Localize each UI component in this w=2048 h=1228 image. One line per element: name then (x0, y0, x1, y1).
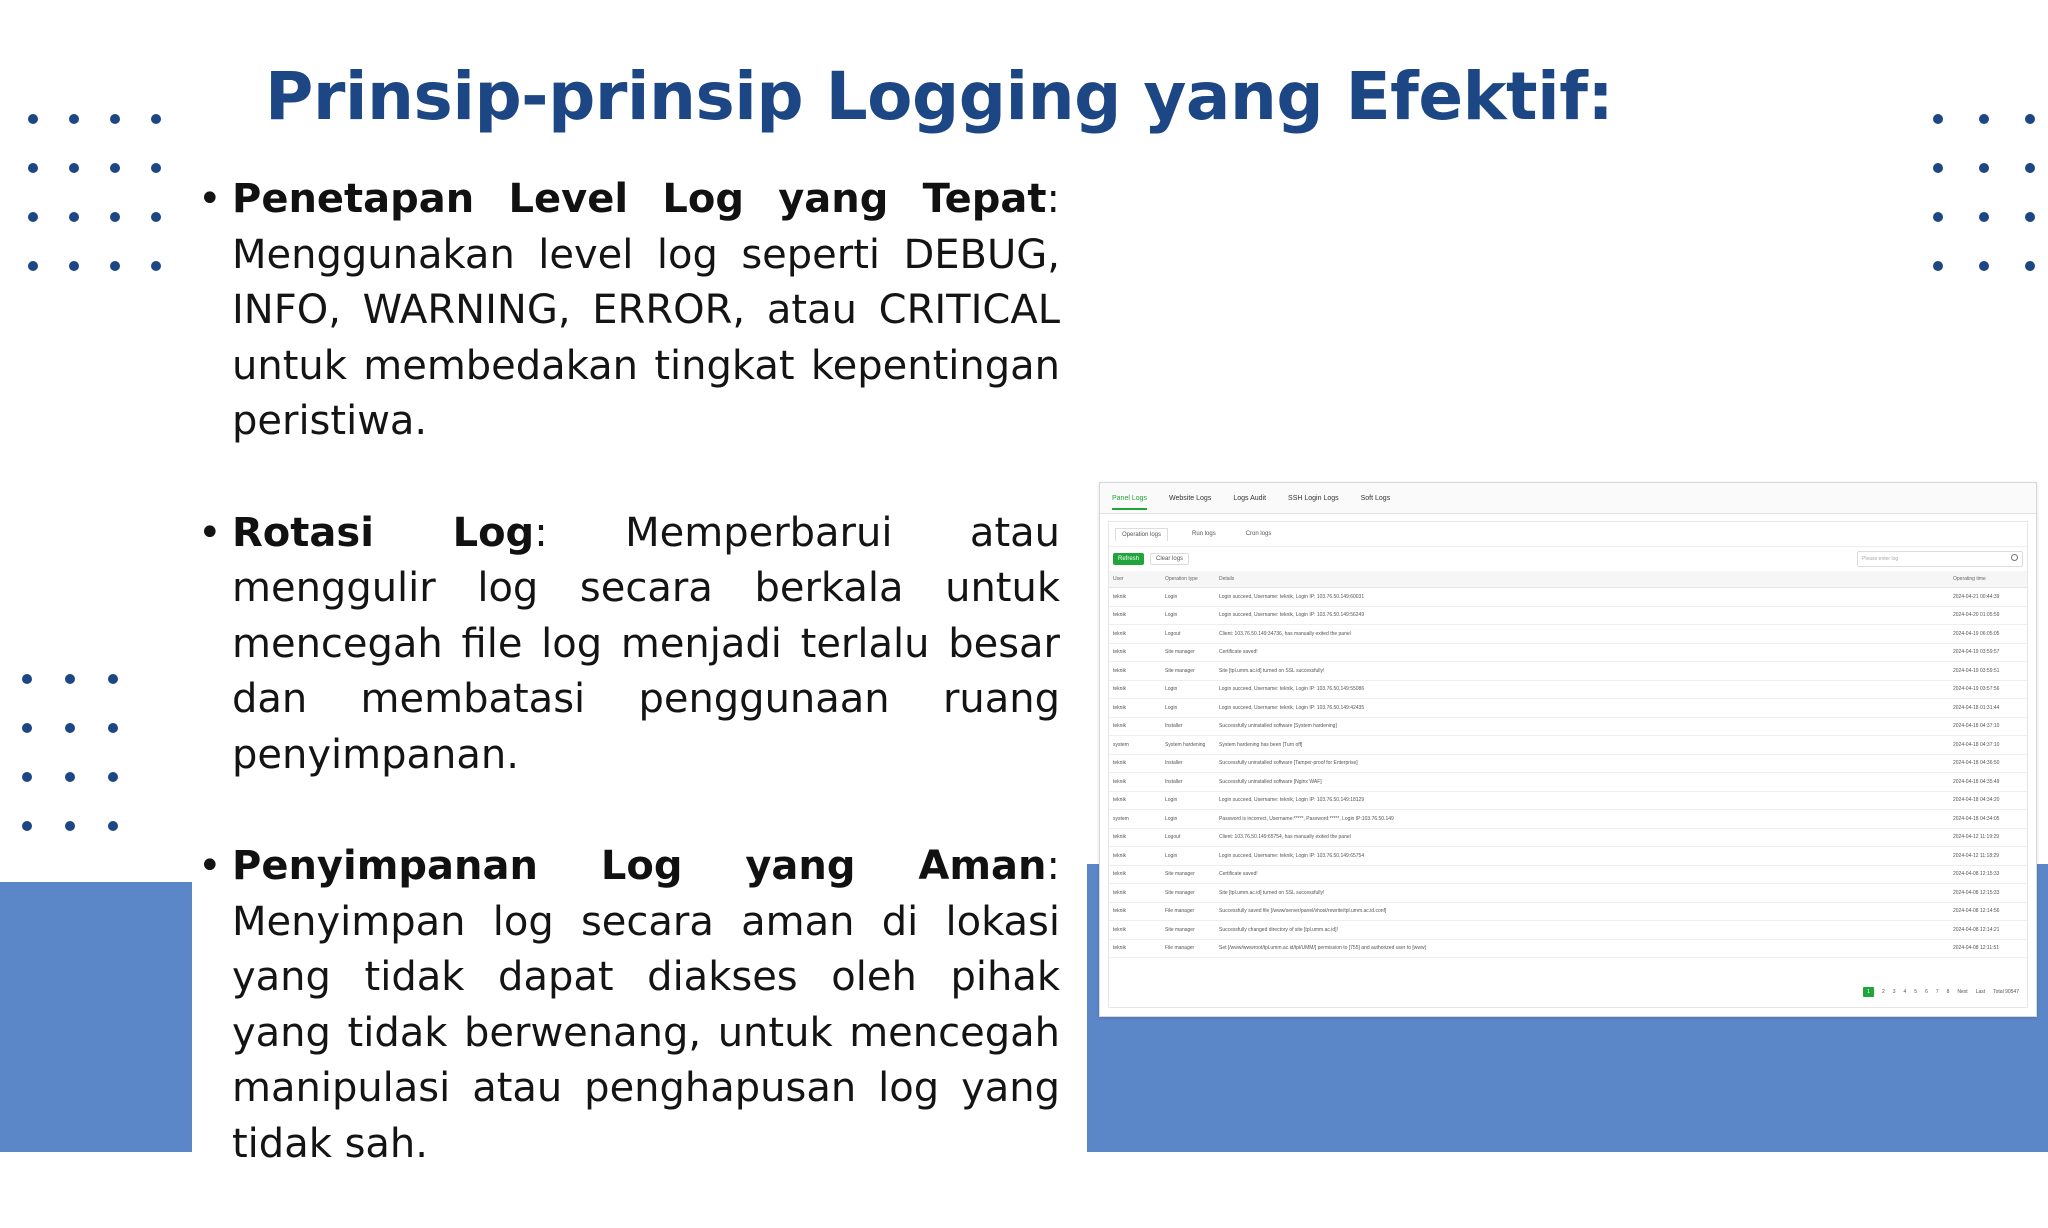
table-row (1109, 643, 2027, 662)
decor-dot (65, 772, 75, 782)
table-cell: Successfully uninstalled software [Nginx WAF] (1215, 773, 1949, 792)
table-cell: teknik (1109, 902, 1161, 921)
column-header: User (1109, 571, 1161, 588)
tab-operation-logs[interactable]: Operation logs (1115, 528, 1168, 541)
table-cell: teknik (1109, 625, 1161, 644)
column-header: Details (1215, 571, 1949, 588)
table-row (1109, 847, 2027, 866)
table-cell: Login (1161, 699, 1215, 718)
next-page-button[interactable]: Next (1957, 989, 1968, 995)
table-cell: 2024-04-20 01:05:59 (1949, 606, 2027, 625)
table-row (1109, 736, 2027, 755)
decor-dot (69, 261, 79, 271)
decor-dot (108, 772, 118, 782)
table-cell: Login (1161, 847, 1215, 866)
decor-dot (69, 212, 79, 222)
table-cell: Site manager (1161, 865, 1215, 884)
decor-dot (22, 723, 32, 733)
table-row (1109, 773, 2027, 792)
table-cell: Login succeed, Username: teknik, Login IP: 103.76.50.149:55086 (1215, 680, 1949, 699)
table-row (1109, 921, 2027, 940)
table-cell: teknik (1109, 828, 1161, 847)
table-cell: Login succeed, Username: teknik, Login IP: 103.76.50.149:65754 (1215, 847, 1949, 866)
table-cell: 2024-04-19 03:57:56 (1949, 680, 2027, 699)
table-cell: 2024-04-18 04:37:10 (1949, 736, 2027, 755)
bullet-heading: Penetapan Level Log yang Tepat (232, 176, 1047, 222)
decor-dot (151, 163, 161, 173)
tab-cron-logs[interactable]: Cron logs (1245, 531, 1272, 537)
table-cell: Certificate saved! (1215, 643, 1949, 662)
table-cell: Site manager (1161, 662, 1215, 681)
decor-dot (151, 212, 161, 222)
table-cell: Successfully saved file [/www/server/panel/vhost/rewrite/tpl.umm.ac.id.conf] (1215, 902, 1949, 921)
table-cell: 2024-04-19 06:05:05 (1949, 625, 2027, 644)
table-row (1109, 791, 2027, 810)
table-cell: teknik (1109, 773, 1161, 792)
table-cell: 2024-04-19 03:59:51 (1949, 662, 2027, 681)
total-count: Total 90547 (1993, 989, 2019, 995)
table-row (1109, 939, 2027, 958)
table-cell: teknik (1109, 939, 1161, 958)
table-cell: Site manager (1161, 643, 1215, 662)
clear-logs-button[interactable]: Clear logs (1150, 553, 1189, 565)
decor-dot (69, 114, 79, 124)
page-link[interactable]: 2 (1881, 989, 1885, 995)
decor-dot (2025, 114, 2035, 124)
table-cell: Login succeed, Username: teknik, Login IP: 103.76.50.149:60031 (1215, 588, 1949, 607)
decor-dot (110, 261, 120, 271)
table-row (1109, 828, 2027, 847)
table-cell: Login succeed, Username: teknik, Login IP: 103.76.50.149:18129 (1215, 791, 1949, 810)
table-cell: teknik (1109, 699, 1161, 718)
decor-dot (28, 114, 38, 124)
decor-dot (151, 261, 161, 271)
search-placeholder: Please enter log (1862, 556, 1899, 562)
table-cell: Set [/www/wwwroot/tpl.umm.ac.id/tpl/UMM/] permission to [755] and authorized user to [www] (1215, 939, 1949, 958)
bullet-text: : Menggunakan level log seperti DEBUG, INFO, WARNING, ERROR, atau CRITICAL untuk membedakan tingkat kepentingan peristiwa. (232, 176, 1060, 444)
table-cell: Installer (1161, 754, 1215, 773)
table-cell: Site [tpl.umm.ac.id] turned on SSL successfully! (1215, 662, 1949, 681)
table-row (1109, 754, 2027, 773)
table-cell: Successfully uninstalled software [System hardening] (1215, 717, 1949, 736)
page-title: Prinsip-prinsip Logging yang Efektif: (265, 58, 1614, 135)
table-row (1109, 884, 2027, 903)
table-cell: Successfully uninstalled software [Tamper-proof for Enterprise] (1215, 754, 1949, 773)
decor-dot (2025, 212, 2035, 222)
page-link[interactable]: 1 (1863, 987, 1874, 997)
table-cell: Site manager (1161, 884, 1215, 903)
decor-dot (1933, 212, 1943, 222)
tab-logs-audit[interactable]: Logs Audit (1233, 494, 1267, 502)
sub-tab-bar (1109, 522, 2027, 547)
table-row (1109, 606, 2027, 625)
table-row (1109, 902, 2027, 921)
decor-dots-top-left (28, 114, 168, 274)
search-input[interactable] (1857, 551, 2023, 567)
table-cell: teknik (1109, 791, 1161, 810)
table-cell: teknik (1109, 847, 1161, 866)
table-cell: Client: 103.76.50.149:65754, has manually exited the panel (1215, 828, 1949, 847)
table-cell: 2024-04-08 12:15:33 (1949, 865, 2027, 884)
decor-dot (65, 821, 75, 831)
decor-dot (1979, 114, 1989, 124)
bullet-item (198, 172, 1060, 450)
decor-dot (2025, 163, 2035, 173)
tab-soft-logs[interactable]: Soft Logs (1360, 494, 1391, 502)
table-cell: 2024-04-08 12:15:33 (1949, 884, 2027, 903)
decor-dot (22, 674, 32, 684)
decor-dot (151, 114, 161, 124)
decor-dot (108, 723, 118, 733)
decor-dot (110, 212, 120, 222)
decor-dot (110, 114, 120, 124)
table-cell: System hardening (1161, 736, 1215, 755)
table-cell: system (1109, 810, 1161, 829)
table-row (1109, 588, 2027, 607)
table-cell: Successfully changed directory of site [tpl.umm.ac.id]! (1215, 921, 1949, 940)
bullet-item (198, 506, 1060, 784)
table-cell: 2024-04-18 01:31:44 (1949, 699, 2027, 718)
table-cell: 2024-04-18 04:36:50 (1949, 754, 2027, 773)
log-toolbar (1109, 547, 2027, 571)
last-page-button[interactable]: Last (1975, 989, 1986, 995)
table-cell: Installer (1161, 717, 1215, 736)
page-link[interactable]: 7 (1935, 989, 1939, 995)
table-cell: Logout (1161, 828, 1215, 847)
table-cell: Login succeed, Username: teknik, Login IP: 103.76.50.149:56249 (1215, 606, 1949, 625)
bullet-text: : Menyimpan log secara aman di lokasi yang tidak dapat diakses oleh pihak yang tidak berwenang, untuk mencegah manipulasi atau penghapusan log yang tidak sah. (232, 843, 1060, 1167)
table-cell: Login (1161, 791, 1215, 810)
panel-tab-bar (1100, 483, 2036, 514)
pagination (1855, 987, 2019, 997)
table-cell: 2024-04-18 04:34:05 (1949, 810, 2027, 829)
table-cell: 2024-04-18 04:35:49 (1949, 773, 2027, 792)
table-cell: teknik (1109, 588, 1161, 607)
decor-dot (69, 163, 79, 173)
table-cell: 2024-04-18 04:34:20 (1949, 791, 2027, 810)
decor-dot (22, 821, 32, 831)
table-cell: 2024-04-08 12:11:51 (1949, 939, 2027, 958)
page-link[interactable]: 5 (1914, 989, 1918, 995)
bullet-item (198, 839, 1060, 1172)
decor-dot (110, 163, 120, 173)
table-row (1109, 699, 2027, 718)
decor-dot (2025, 261, 2035, 271)
decor-dot (22, 772, 32, 782)
table-cell: teknik (1109, 662, 1161, 681)
bullet-text: : Memperbarui atau menggulir log secara berkala untuk mencegah file log menjadi terlalu besar dan membatasi penggunaan ruang penyimpanan. (232, 509, 1060, 778)
table-cell: Login (1161, 588, 1215, 607)
table-cell: 2024-04-19 03:59:57 (1949, 643, 2027, 662)
table-row (1109, 717, 2027, 736)
decor-dot (108, 821, 118, 831)
decor-dots-top-right (1933, 114, 2033, 274)
decor-dot (1933, 114, 1943, 124)
table-cell: 2024-04-21 00:44:39 (1949, 588, 2027, 607)
log-table-body (1109, 588, 2027, 958)
table-row (1109, 625, 2027, 644)
table-cell: Login (1161, 810, 1215, 829)
tab-ssh-login-logs[interactable]: SSH Login Logs (1288, 494, 1339, 502)
page-link[interactable]: 6 (1925, 989, 1928, 995)
table-cell: 2024-04-08 12:14:21 (1949, 921, 2027, 940)
decor-dot (1933, 163, 1943, 173)
decor-dot (1979, 212, 1989, 222)
bullet-heading: Penyimpanan Log yang Aman (232, 843, 1047, 889)
table-cell: teknik (1109, 921, 1161, 940)
table-cell: system (1109, 736, 1161, 755)
table-cell: teknik (1109, 606, 1161, 625)
decor-dots-mid-left (22, 674, 122, 834)
table-header-row (1109, 571, 2027, 588)
decor-blue-block-left (0, 882, 192, 1152)
decor-dot (1933, 261, 1943, 271)
table-row (1109, 662, 2027, 681)
table-cell: Login succeed, Username: teknik, Login IP: 103.76.50.149:42435 (1215, 699, 1949, 718)
bullet-list (198, 172, 1060, 1228)
table-cell: 2024-04-12 11:19:29 (1949, 828, 2027, 847)
table-cell: teknik (1109, 884, 1161, 903)
page-link[interactable]: 8 (1946, 989, 1950, 995)
search-icon[interactable] (2011, 554, 2018, 561)
table-cell: File manager (1161, 902, 1215, 921)
decor-dot (28, 163, 38, 173)
table-row (1109, 865, 2027, 884)
table-cell: teknik (1109, 865, 1161, 884)
column-header: Operation type (1161, 571, 1215, 588)
table-cell: 2024-04-08 12:14:56 (1949, 902, 2027, 921)
tab-run-logs[interactable]: Run logs (1192, 531, 1216, 537)
table-cell: Login (1161, 606, 1215, 625)
decor-dot (28, 212, 38, 222)
table-cell: Site [tpl.umm.ac.id] turned on SSL successfully! (1215, 884, 1949, 903)
decor-dot (65, 723, 75, 733)
table-cell: teknik (1109, 680, 1161, 699)
page-link[interactable]: 3 (1892, 989, 1896, 995)
log-content (1108, 521, 2028, 1008)
decor-dot (1979, 261, 1989, 271)
table-cell: 2024-04-18 04:37:10 (1949, 717, 2027, 736)
table-cell: Site manager (1161, 921, 1215, 940)
column-header: Operating time (1949, 571, 2027, 588)
table-cell: Certificate saved! (1215, 865, 1949, 884)
decor-dot (108, 674, 118, 684)
tab-website-logs[interactable]: Website Logs (1169, 494, 1212, 502)
table-cell: Password is incorrect, Username:*****, Password:*****, Login IP:103.76.50.149 (1215, 810, 1949, 829)
bullet-heading: Rotasi Log (232, 509, 535, 556)
decor-dot (28, 261, 38, 271)
table-row (1109, 810, 2027, 829)
decor-dot (1979, 163, 1989, 173)
refresh-button[interactable]: Refresh (1113, 553, 1144, 565)
decor-dot (65, 674, 75, 684)
table-cell: 2024-04-12 11:18:29 (1949, 847, 2027, 866)
page-link[interactable]: 4 (1903, 989, 1907, 995)
table-cell: teknik (1109, 717, 1161, 736)
table-cell: Client: 103.76.50.149:34736, has manually exited the panel (1215, 625, 1949, 644)
table-cell: System hardening has been [Turn off] (1215, 736, 1949, 755)
table-row (1109, 680, 2027, 699)
log-panel-screenshot (1099, 482, 2037, 1017)
table-cell: File manager (1161, 939, 1215, 958)
table-cell: teknik (1109, 643, 1161, 662)
log-table (1109, 571, 2027, 958)
tab-panel-logs[interactable]: Panel Logs (1112, 495, 1147, 510)
table-cell: Installer (1161, 773, 1215, 792)
table-cell: Logout (1161, 625, 1215, 644)
table-cell: teknik (1109, 754, 1161, 773)
table-cell: Login (1161, 680, 1215, 699)
